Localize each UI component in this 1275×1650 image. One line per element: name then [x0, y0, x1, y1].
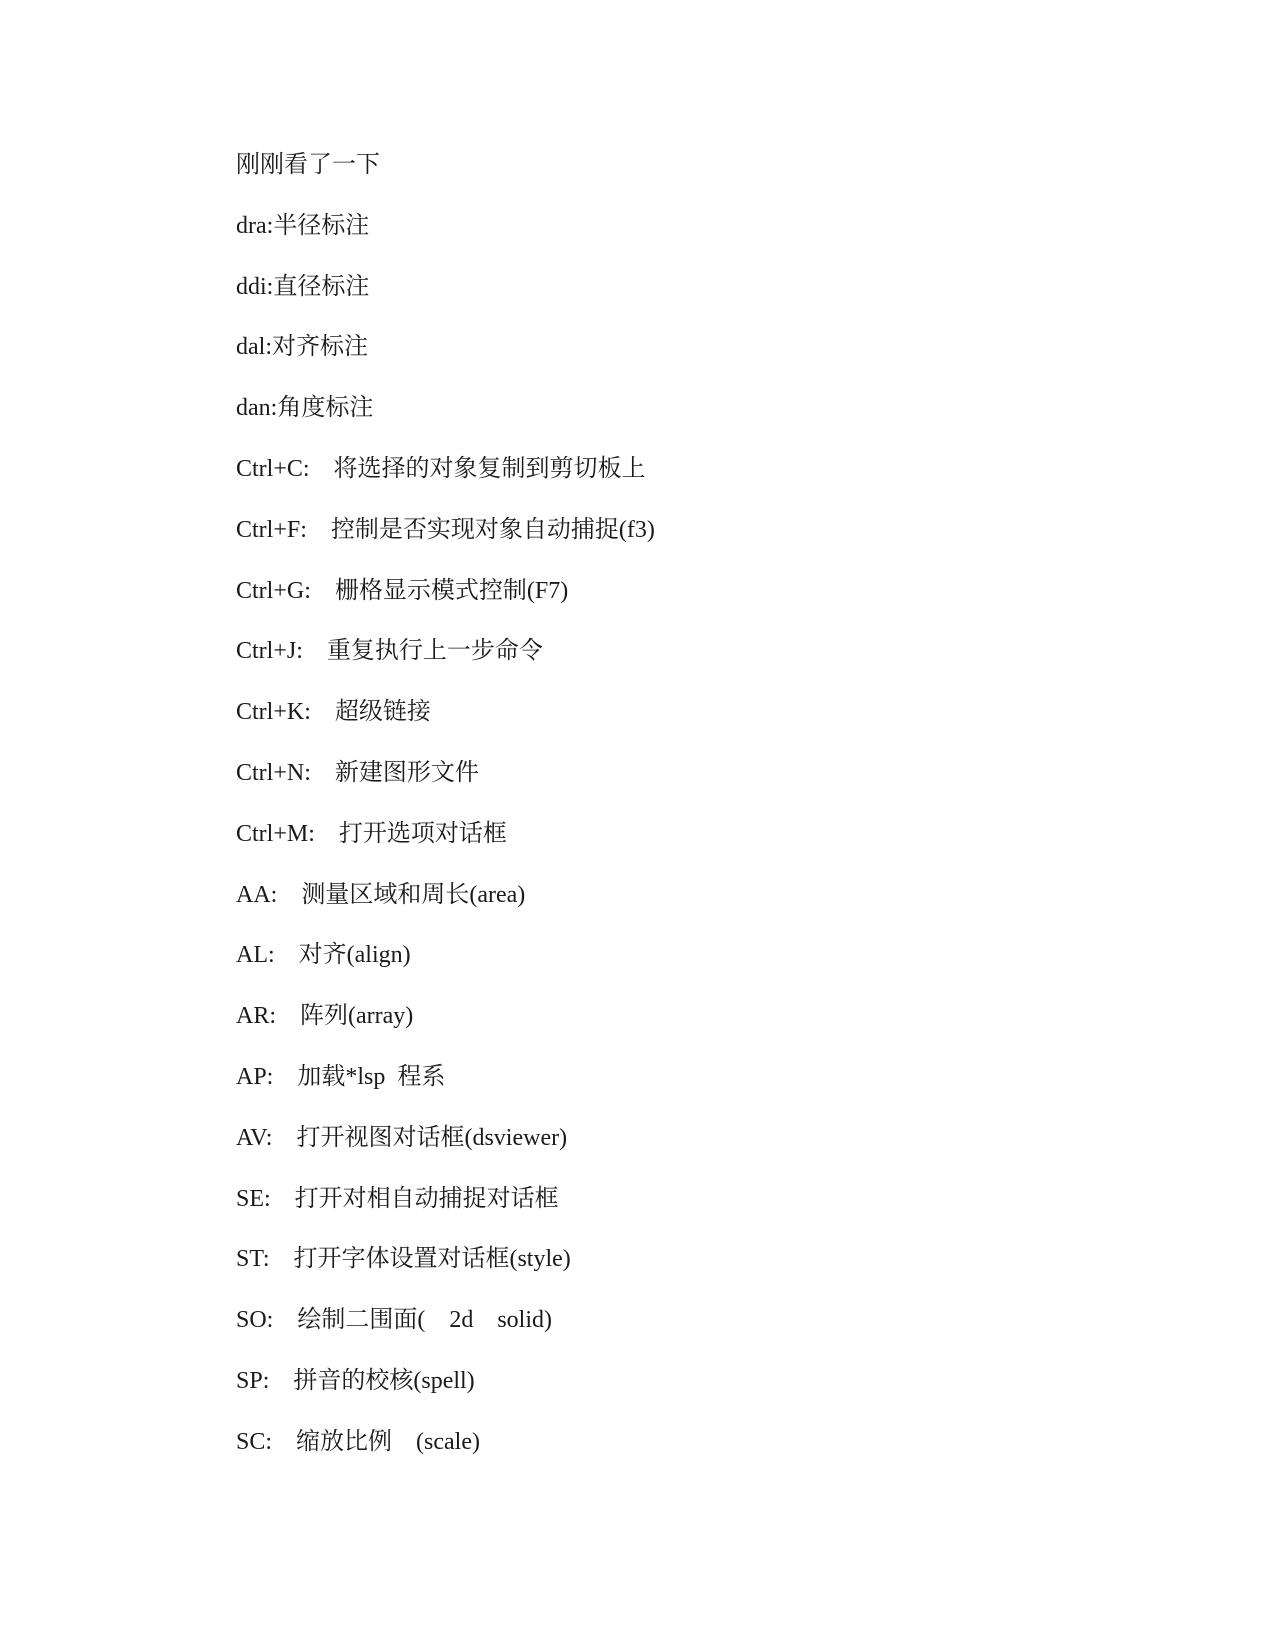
text-line: SE: 打开对相自动捕捉对话框: [236, 1185, 559, 1212]
text-line: Ctrl+C: 将选择的对象复制到剪切板上: [236, 455, 646, 482]
text-line: Ctrl+J: 重复执行上一步命令: [236, 638, 543, 665]
text-line: Ctrl+G: 栅格显示模式控制(F7): [236, 577, 569, 604]
text-line: dan:角度标注: [236, 395, 374, 422]
text-line: ST: 打开字体设置对话框(style): [236, 1246, 571, 1273]
text-line: 刚刚看了一下: [236, 152, 380, 178]
document-body: [236, 140, 1136, 1478]
text-line: AV: 打开视图对话框(dsviewer): [236, 1124, 568, 1151]
text-line: dra:半径标注: [236, 212, 370, 239]
text-line: AL: 对齐(align): [236, 942, 411, 969]
text-line: Ctrl+M: 打开选项对话框: [236, 820, 507, 847]
text-line: AA: 测量区域和周长(area): [236, 881, 526, 908]
text-line: SP: 拼音的校核(spell): [236, 1367, 475, 1394]
text-line: Ctrl+K: 超级链接: [236, 699, 431, 726]
text-line: SO: 绘制二围面( 2d solid): [236, 1307, 553, 1334]
text-line: AP: 加载*lsp 程系: [236, 1063, 446, 1090]
text-line: dal:对齐标注: [236, 334, 368, 361]
text-line: AR: 阵列(array): [236, 1003, 414, 1030]
text-line: Ctrl+N: 新建图形文件: [236, 759, 479, 786]
text-line: Ctrl+F: 控制是否实现对象自动捕捉(f3): [236, 516, 655, 543]
text-line: SC: 缩放比例 (scale): [236, 1428, 480, 1455]
text-line: ddi:直径标注: [236, 273, 370, 300]
